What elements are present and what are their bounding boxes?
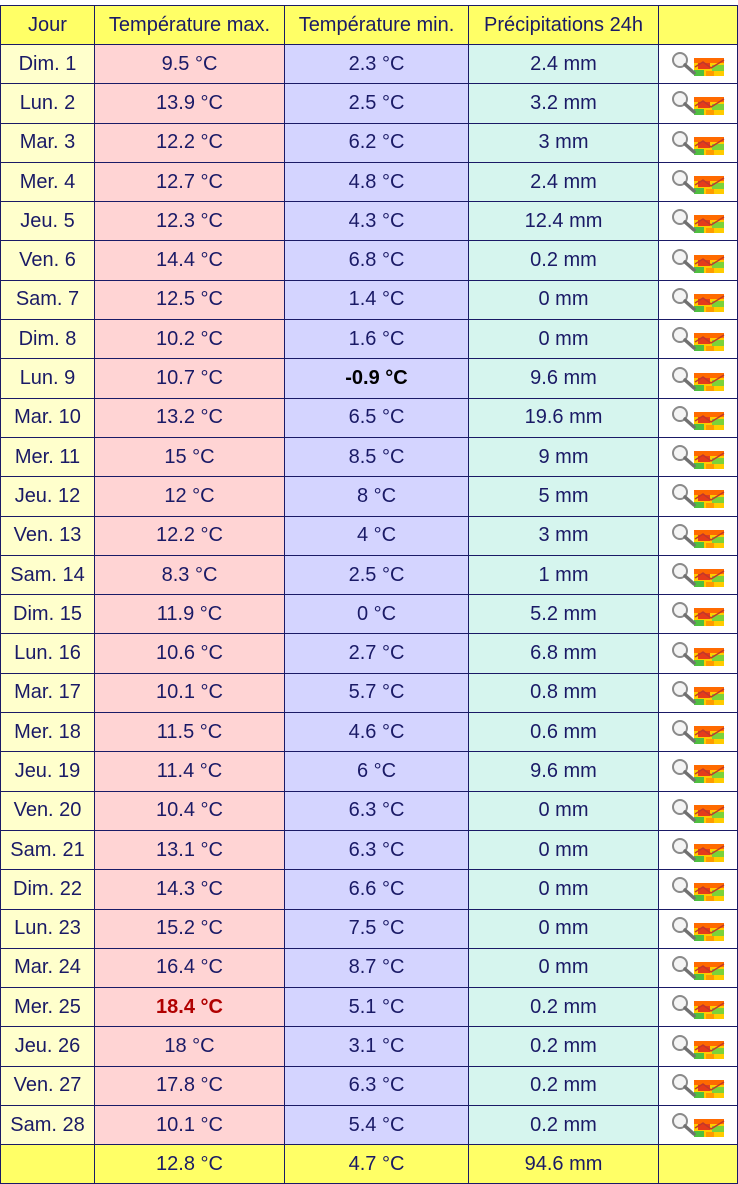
min-temp-cell: 6.5 °C [285,398,469,437]
precipitation-cell: 19.6 mm [469,398,659,437]
details-link[interactable] [659,477,738,516]
details-link[interactable] [659,1106,738,1145]
max-temp-cell: 10.6 °C [95,634,285,673]
min-temp-cell: 6.3 °C [285,1066,469,1105]
magnifier-map-icon[interactable] [668,522,728,550]
day-cell: Sam. 14 [1,555,95,594]
max-temp-cell: 17.8 °C [95,1066,285,1105]
details-link[interactable] [659,634,738,673]
magnifier-map-icon[interactable] [668,797,728,825]
details-link[interactable] [659,241,738,280]
min-temp-cell: 4 °C [285,516,469,555]
day-cell: Ven. 13 [1,516,95,555]
daily-weather-table [0,5,738,1184]
header-actions [659,6,738,45]
max-temp-cell: 16.4 °C [95,948,285,987]
min-temp-cell: 5.1 °C [285,988,469,1027]
day-cell: Ven. 27 [1,1066,95,1105]
details-link[interactable] [659,84,738,123]
max-temp-cell: 12.2 °C [95,123,285,162]
day-cell: Sam. 28 [1,1106,95,1145]
day-cell: Jeu. 19 [1,752,95,791]
details-link[interactable] [659,359,738,398]
min-temp-cell: 4.6 °C [285,713,469,752]
details-link[interactable] [659,162,738,201]
max-temp-cell: 11.4 °C [95,752,285,791]
max-temp-cell: 12 °C [95,477,285,516]
max-temp-cell: 15 °C [95,437,285,476]
footer-rain-total: 94.6 mm [469,1145,659,1184]
min-temp-cell: 2.3 °C [285,45,469,84]
details-link[interactable] [659,398,738,437]
min-temp-cell: 2.5 °C [285,84,469,123]
precipitation-cell: 1 mm [469,555,659,594]
day-cell: Mer. 11 [1,437,95,476]
table-row [1,84,738,123]
day-cell: Dim. 8 [1,320,95,359]
day-cell: Mar. 3 [1,123,95,162]
precipitation-cell: 0 mm [469,280,659,319]
magnifier-map-icon[interactable] [668,1033,728,1061]
magnifier-map-icon[interactable] [668,915,728,943]
header-precipitation: Précipitations 24h [469,6,659,45]
details-link[interactable] [659,909,738,948]
min-temp-cell: 5.4 °C [285,1106,469,1145]
magnifier-map-icon[interactable] [668,247,728,275]
max-temp-cell: 9.5 °C [95,45,285,84]
day-cell: Jeu. 26 [1,1027,95,1066]
min-temp-cell: 8 °C [285,477,469,516]
precipitation-cell: 0.6 mm [469,713,659,752]
header-day: Jour [1,6,95,45]
magnifier-map-icon[interactable] [668,561,728,589]
max-temp-cell: 15.2 °C [95,909,285,948]
day-cell: Mar. 17 [1,673,95,712]
details-link[interactable] [659,988,738,1027]
magnifier-map-icon[interactable] [668,443,728,471]
max-temp-cell: 11.5 °C [95,713,285,752]
table-row [1,162,738,201]
precipitation-cell: 0.2 mm [469,1106,659,1145]
details-link[interactable] [659,280,738,319]
details-link[interactable] [659,1066,738,1105]
max-temp-cell: 14.4 °C [95,241,285,280]
min-temp-cell: 0 °C [285,595,469,634]
magnifier-map-icon[interactable] [668,640,728,668]
day-cell: Dim. 1 [1,45,95,84]
table-row [1,477,738,516]
precipitation-cell: 9 mm [469,437,659,476]
magnifier-map-icon[interactable] [668,129,728,157]
precipitation-cell: 0 mm [469,320,659,359]
min-temp-cell: 4.8 °C [285,162,469,201]
table-row [1,909,738,948]
min-temp-cell: 1.6 °C [285,320,469,359]
table-row [1,202,738,241]
table-row [1,280,738,319]
table-row [1,870,738,909]
day-cell: Jeu. 5 [1,202,95,241]
table-row [1,1066,738,1105]
min-temp-cell: 6.3 °C [285,830,469,869]
magnifier-map-icon[interactable] [668,718,728,746]
max-temp-cell: 12.2 °C [95,516,285,555]
details-link[interactable] [659,45,738,84]
day-cell: Lun. 23 [1,909,95,948]
precipitation-cell: 2.4 mm [469,162,659,201]
min-temp-cell: 1.4 °C [285,280,469,319]
magnifier-map-icon[interactable] [668,836,728,864]
min-temp-cell: 6.2 °C [285,123,469,162]
details-link[interactable] [659,595,738,634]
max-temp-cell: 10.4 °C [95,791,285,830]
table-row [1,555,738,594]
magnifier-map-icon[interactable] [668,1072,728,1100]
magnifier-map-icon[interactable] [668,600,728,628]
day-cell: Sam. 7 [1,280,95,319]
min-temp-cell: 2.5 °C [285,555,469,594]
magnifier-map-icon[interactable] [668,954,728,982]
magnifier-map-icon[interactable] [668,207,728,235]
min-temp-cell: 6.6 °C [285,870,469,909]
table-row [1,713,738,752]
table-row [1,988,738,1027]
magnifier-map-icon[interactable] [668,482,728,510]
day-cell: Lun. 9 [1,359,95,398]
max-temp-cell: 12.3 °C [95,202,285,241]
footer-actions [659,1145,738,1184]
magnifier-map-icon[interactable] [668,993,728,1021]
day-cell: Mar. 10 [1,398,95,437]
min-temp-cell: 6.8 °C [285,241,469,280]
details-link[interactable] [659,437,738,476]
details-link[interactable] [659,752,738,791]
precipitation-cell: 5.2 mm [469,595,659,634]
magnifier-map-icon[interactable] [668,679,728,707]
details-link[interactable] [659,123,738,162]
min-temp-cell: 7.5 °C [285,909,469,948]
table-row [1,948,738,987]
details-link[interactable] [659,516,738,555]
details-link[interactable] [659,555,738,594]
day-cell: Mer. 25 [1,988,95,1027]
magnifier-map-icon[interactable] [668,286,728,314]
min-temp-cell: 4.3 °C [285,202,469,241]
table-row [1,241,738,280]
day-cell: Lun. 16 [1,634,95,673]
day-cell: Mar. 24 [1,948,95,987]
max-temp-cell: 10.1 °C [95,673,285,712]
table-row [1,437,738,476]
min-temp-cell: 5.7 °C [285,673,469,712]
table-row [1,791,738,830]
precipitation-cell: 2.4 mm [469,45,659,84]
magnifier-map-icon[interactable] [668,757,728,785]
precipitation-cell: 0.2 mm [469,988,659,1027]
details-link[interactable] [659,948,738,987]
precipitation-cell: 0 mm [469,909,659,948]
magnifier-map-icon[interactable] [668,875,728,903]
day-cell: Mer. 18 [1,713,95,752]
min-temp-cell: 6 °C [285,752,469,791]
table-row [1,752,738,791]
max-temp-cell: 18 °C [95,1027,285,1066]
max-temp-cell: 14.3 °C [95,870,285,909]
magnifier-map-icon[interactable] [668,325,728,353]
table-row [1,673,738,712]
details-link[interactable] [659,870,738,909]
magnifier-map-icon[interactable] [668,1111,728,1139]
min-temp-cell: 8.7 °C [285,948,469,987]
table-row [1,398,738,437]
precipitation-cell: 0 mm [469,830,659,869]
precipitation-cell: 9.6 mm [469,752,659,791]
footer-min-avg: 4.7 °C [285,1145,469,1184]
table-row [1,123,738,162]
table-row [1,359,738,398]
precipitation-cell: 9.6 mm [469,359,659,398]
magnifier-map-icon[interactable] [668,168,728,196]
day-cell: Ven. 20 [1,791,95,830]
min-temp-cell: 6.3 °C [285,791,469,830]
min-temp-cell: 8.5 °C [285,437,469,476]
max-temp-cell: 12.5 °C [95,280,285,319]
table-row [1,830,738,869]
details-link[interactable] [659,1027,738,1066]
precipitation-cell: 12.4 mm [469,202,659,241]
precipitation-cell: 0 mm [469,948,659,987]
max-temp-cell: 13.9 °C [95,84,285,123]
details-link[interactable] [659,320,738,359]
precipitation-cell: 0.2 mm [469,241,659,280]
table-row [1,595,738,634]
precipitation-cell: 6.8 mm [469,634,659,673]
table-row [1,634,738,673]
table-row [1,516,738,555]
day-cell: Sam. 21 [1,830,95,869]
magnifier-map-icon[interactable] [668,89,728,117]
header-row [1,6,738,45]
day-cell: Lun. 2 [1,84,95,123]
precipitation-cell: 0 mm [469,870,659,909]
max-temp-cell: 10.7 °C [95,359,285,398]
magnifier-map-icon[interactable] [668,404,728,432]
max-temp-cell: 18.4 °C [95,988,285,1027]
day-cell: Ven. 6 [1,241,95,280]
min-temp-cell: -0.9 °C [285,359,469,398]
precipitation-cell: 3 mm [469,516,659,555]
max-temp-cell: 10.2 °C [95,320,285,359]
max-temp-cell: 12.7 °C [95,162,285,201]
precipitation-cell: 0.2 mm [469,1027,659,1066]
precipitation-cell: 3.2 mm [469,84,659,123]
footer-day [1,1145,95,1184]
day-cell: Dim. 22 [1,870,95,909]
details-link[interactable] [659,713,738,752]
precipitation-cell: 3 mm [469,123,659,162]
max-temp-cell: 13.1 °C [95,830,285,869]
max-temp-cell: 8.3 °C [95,555,285,594]
day-cell: Dim. 15 [1,595,95,634]
details-link[interactable] [659,673,738,712]
details-link[interactable] [659,202,738,241]
max-temp-cell: 11.9 °C [95,595,285,634]
details-link[interactable] [659,830,738,869]
precipitation-cell: 5 mm [469,477,659,516]
precipitation-cell: 0.2 mm [469,1066,659,1105]
min-temp-cell: 2.7 °C [285,634,469,673]
header-min-temp: Température min. [285,6,469,45]
header-max-temp: Température max. [95,6,285,45]
details-link[interactable] [659,791,738,830]
table-row [1,320,738,359]
min-temp-cell: 3.1 °C [285,1027,469,1066]
table-row [1,1106,738,1145]
table-row [1,1027,738,1066]
footer-row [1,1145,738,1184]
max-temp-cell: 10.1 °C [95,1106,285,1145]
precipitation-cell: 0 mm [469,791,659,830]
table-body [1,45,738,1145]
precipitation-cell: 0.8 mm [469,673,659,712]
day-cell: Jeu. 12 [1,477,95,516]
footer-max-avg: 12.8 °C [95,1145,285,1184]
max-temp-cell: 13.2 °C [95,398,285,437]
magnifier-map-icon[interactable] [668,365,728,393]
day-cell: Mer. 4 [1,162,95,201]
table-row [1,45,738,84]
magnifier-map-icon[interactable] [668,50,728,78]
